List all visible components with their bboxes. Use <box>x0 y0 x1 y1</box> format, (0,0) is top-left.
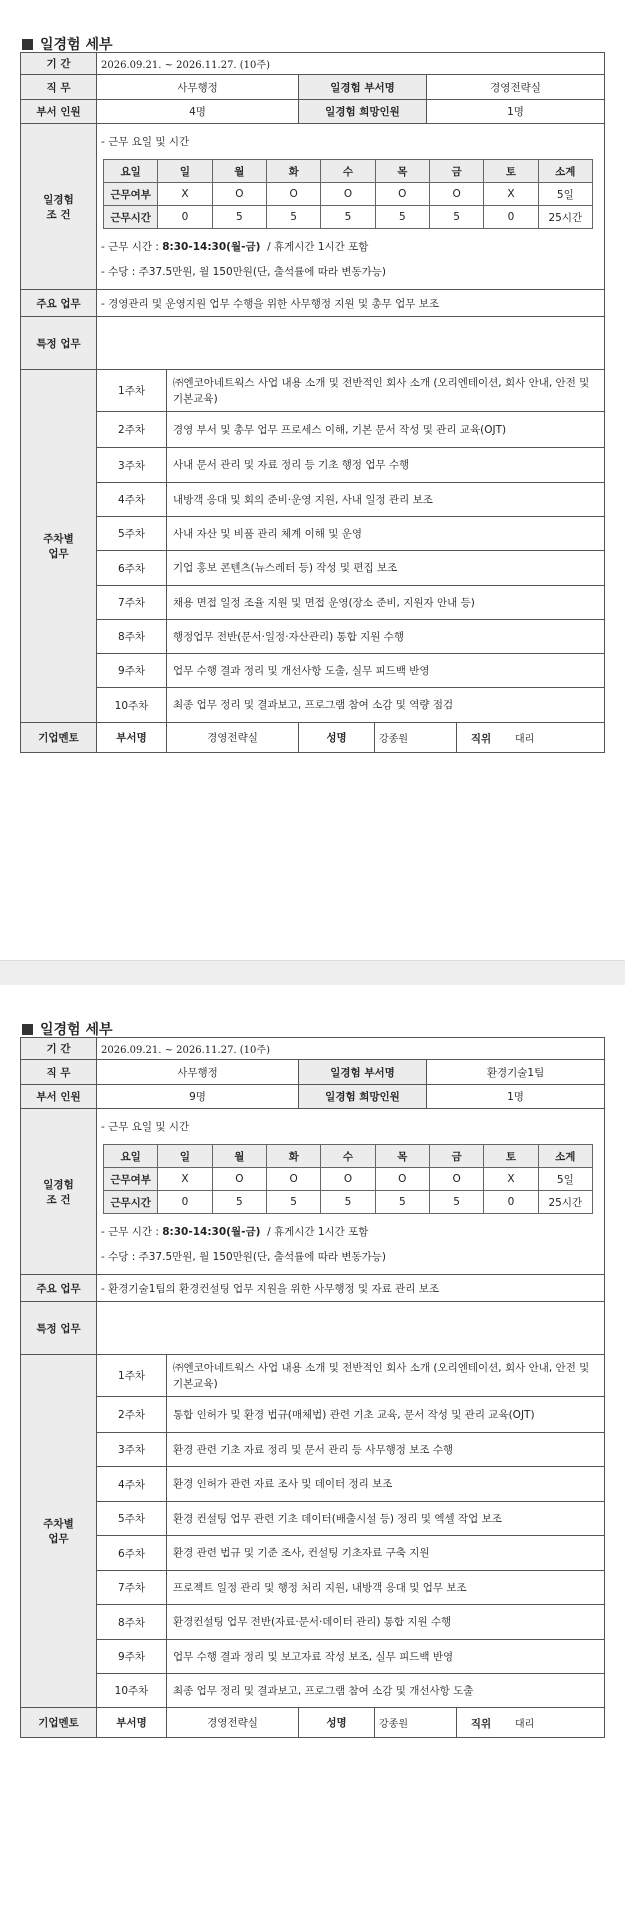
schedule-cell: 5일 <box>538 1168 592 1191</box>
job-label: 직 무 <box>21 1060 97 1085</box>
mentor-name-label: 성명 <box>299 723 375 753</box>
schedule-cell: O <box>321 183 375 206</box>
schedule-header-cell: 소계 <box>538 160 592 183</box>
week-number: 5주차 <box>97 1502 167 1536</box>
schedule-cell: O <box>429 183 483 206</box>
week-task: ㈜엔코아네트웍스 사업 내용 소개 및 전반적인 회사 소개 (오리엔테이션, 회사 안내, 안전 및 기본교육) <box>167 1355 605 1397</box>
schedule-cell: 5 <box>321 206 375 229</box>
schedule-header-row <box>104 160 593 183</box>
staff-row <box>21 1085 605 1109</box>
weekly-task-row <box>21 483 605 517</box>
schedule-cell: 5 <box>375 206 429 229</box>
schedule-row <box>104 206 593 229</box>
schedule-cell: O <box>266 183 320 206</box>
period-row <box>21 53 605 75</box>
schedule-cell: 0 <box>158 206 212 229</box>
weekly-task-row <box>21 620 605 654</box>
week-task: 채용 면접 일정 조율 지원 및 면접 운영(장소 준비, 지원자 안내 등) <box>167 586 605 620</box>
special-task-row <box>21 1302 605 1355</box>
work-time-prefix: - 근무 시간 : <box>101 1226 163 1238</box>
week-task: 통합 인허가 및 환경 법규(매체법) 관련 기초 교육, 문서 작성 및 관리 교육(OJT) <box>167 1397 605 1433</box>
weekly-task-row <box>21 1397 605 1433</box>
square-bullet-icon <box>22 1024 33 1035</box>
special-task-value <box>97 317 605 370</box>
week-task: 최종 업무 정리 및 결과보고, 프로그램 참여 소감 및 역량 점검 <box>167 688 605 723</box>
weekly-task-row <box>21 1640 605 1674</box>
week-number: 1주차 <box>97 1355 167 1397</box>
schedule-header-cell: 수 <box>321 1145 375 1168</box>
condition-row <box>21 1109 605 1275</box>
schedule-cell: 25시간 <box>538 206 592 229</box>
mentor-name-value: 강종원 <box>375 1708 457 1738</box>
main-task-row <box>21 290 605 317</box>
week-number: 1주차 <box>97 370 167 412</box>
mentor-title-label: 직위 <box>461 1716 501 1731</box>
detail-table <box>20 1037 605 1738</box>
section-title <box>22 34 113 54</box>
schedule-cell: 5 <box>429 206 483 229</box>
allowance-line: - 수당 : 주37.5만원, 월 150만원(단, 출석률에 따라 변동가능) <box>101 266 387 278</box>
schedule-cell: O <box>375 1168 429 1191</box>
condition-label <box>21 124 97 290</box>
staff-value: 4명 <box>97 100 299 124</box>
condition-label-line1: 일경험 <box>43 1178 74 1191</box>
schedule-cell: O <box>375 183 429 206</box>
main-task-label: 주요 업무 <box>21 1275 97 1302</box>
staff-value: 9명 <box>97 1085 299 1109</box>
week-number: 6주차 <box>97 551 167 586</box>
mentor-title-cell <box>457 723 605 753</box>
schedule-cell: 25시간 <box>538 1191 592 1214</box>
week-number: 5주차 <box>97 517 167 551</box>
detail-table <box>20 52 605 753</box>
schedule-header-cell: 토 <box>484 1145 538 1168</box>
schedule-cell: 5 <box>321 1191 375 1214</box>
weekly-task-row <box>21 1467 605 1502</box>
main-task-label: 주요 업무 <box>21 290 97 317</box>
condition-label <box>21 1109 97 1275</box>
week-task: 환경 관련 법규 및 기준 조사, 컨설팅 기초자료 구축 지원 <box>167 1536 605 1571</box>
schedule-header-row <box>104 1145 593 1168</box>
week-number: 4주차 <box>97 1467 167 1502</box>
special-task-row <box>21 317 605 370</box>
schedule-header-cell: 소계 <box>538 1145 592 1168</box>
work-time-hours: 8:30-14:30(월-금) <box>162 1226 261 1238</box>
week-number: 10주차 <box>97 1674 167 1708</box>
mentor-label: 기업멘토 <box>21 723 97 753</box>
week-task: ㈜엔코아네트웍스 사업 내용 소개 및 전반적인 회사 소개 (오리엔테이션, 회사 안내, 안전 및 기본교육) <box>167 370 605 412</box>
work-time-hours: 8:30-14:30(월-금) <box>162 241 261 253</box>
weekly-task-row <box>21 1355 605 1397</box>
condition-label-line2: 조 건 <box>46 208 71 221</box>
special-task-label: 특정 업무 <box>21 1302 97 1355</box>
document-page-2 <box>0 985 625 1928</box>
weekly-task-row <box>21 517 605 551</box>
weekly-label <box>21 370 97 723</box>
schedule-row-label: 근무여부 <box>104 183 158 206</box>
weekly-task-row <box>21 586 605 620</box>
job-value: 사무행정 <box>97 75 299 100</box>
square-bullet-icon <box>22 39 33 50</box>
schedule-row <box>104 1191 593 1214</box>
week-number: 7주차 <box>97 586 167 620</box>
special-task-value <box>97 1302 605 1355</box>
dept-value: 환경기술1팀 <box>427 1060 605 1085</box>
week-number: 10주차 <box>97 688 167 723</box>
weekly-label <box>21 1355 97 1708</box>
mentor-dept-label: 부서명 <box>97 1708 167 1738</box>
schedule-cell: 5 <box>212 206 266 229</box>
week-number: 9주차 <box>97 1640 167 1674</box>
work-time-prefix: - 근무 시간 : <box>101 241 163 253</box>
week-task: 경영 부서 및 총무 업무 프로세스 이해, 기본 문서 작성 및 관리 교육(OJT) <box>167 412 605 448</box>
mentor-dept-label: 부서명 <box>97 723 167 753</box>
dept-value: 경영전략실 <box>427 75 605 100</box>
schedule-cell: O <box>212 183 266 206</box>
weekly-task-row <box>21 1571 605 1605</box>
week-task: 행정업무 전반(문서·일정·자산관리) 통합 지원 수행 <box>167 620 605 654</box>
want-value: 1명 <box>427 1085 605 1109</box>
week-task: 사내 자산 및 비품 관리 체계 이해 및 운영 <box>167 517 605 551</box>
week-number: 4주차 <box>97 483 167 517</box>
job-value: 사무행정 <box>97 1060 299 1085</box>
schedule-header-cell: 금 <box>429 160 483 183</box>
week-task: 사내 문서 관리 및 자료 정리 등 기초 행정 업무 수행 <box>167 448 605 483</box>
want-label: 일경험 희망인원 <box>299 100 427 124</box>
schedule-cell: O <box>429 1168 483 1191</box>
section-title-text: 일경험 세부 <box>40 1022 113 1038</box>
week-number: 3주차 <box>97 1433 167 1467</box>
week-number: 7주차 <box>97 1571 167 1605</box>
week-number: 6주차 <box>97 1536 167 1571</box>
schedule-cell: X <box>158 183 212 206</box>
staff-label: 부서 인원 <box>21 1085 97 1109</box>
mentor-title-cell <box>457 1708 605 1738</box>
schedule-header-cell: 일 <box>158 160 212 183</box>
mentor-name-label: 성명 <box>299 1708 375 1738</box>
schedule-header-cell: 요일 <box>104 160 158 183</box>
mentor-row <box>21 723 605 753</box>
job-label: 직 무 <box>21 75 97 100</box>
main-task-row <box>21 1275 605 1302</box>
week-number: 2주차 <box>97 412 167 448</box>
mentor-dept-value: 경영전략실 <box>167 1708 299 1738</box>
want-value: 1명 <box>427 100 605 124</box>
week-task: 업무 수행 결과 정리 및 개선사항 도출, 실무 피드백 반영 <box>167 654 605 688</box>
schedule-table <box>103 1144 593 1214</box>
job-row <box>21 75 605 100</box>
weekly-label-line1: 주차별 <box>43 533 74 545</box>
schedule-table <box>103 159 593 229</box>
schedule-header-cell: 일 <box>158 1145 212 1168</box>
mentor-label: 기업멘토 <box>21 1708 97 1738</box>
schedule-cell: 0 <box>484 1191 538 1214</box>
period-label: 기 간 <box>21 1038 97 1060</box>
weekly-task-row <box>21 1536 605 1571</box>
schedule-cell: 5 <box>212 1191 266 1214</box>
document-page-1 <box>0 0 625 960</box>
schedule-header-cell: 목 <box>375 160 429 183</box>
weekly-task-row <box>21 1605 605 1640</box>
period-row <box>21 1038 605 1060</box>
schedule-header-cell: 토 <box>484 160 538 183</box>
week-task: 환경컨설팅 업무 전반(자료·문서·데이터 관리) 통합 지원 수행 <box>167 1605 605 1640</box>
main-task-value: - 환경기술1팀의 환경컨설팅 업무 지원을 위한 사무행정 및 자료 관리 보조 <box>97 1275 605 1302</box>
week-task: 기업 홍보 콘텐츠(뉴스레터 등) 작성 및 편집 보조 <box>167 551 605 586</box>
job-row <box>21 1060 605 1085</box>
period-value: 2026.09.21. ~ 2026.11.27. (10주) <box>97 1038 605 1060</box>
week-task: 환경 인허가 관련 자료 조사 및 데이터 정리 보조 <box>167 1467 605 1502</box>
schedule-cell: 5일 <box>538 183 592 206</box>
schedule-header-cell: 월 <box>212 1145 266 1168</box>
mentor-dept-value: 경영전략실 <box>167 723 299 753</box>
weekly-task-row <box>21 551 605 586</box>
allowance-line: - 수당 : 주37.5만원, 월 150만원(단, 출석률에 따라 변동가능) <box>101 1251 387 1263</box>
schedule-cell: 0 <box>158 1191 212 1214</box>
condition-heading: - 근무 요일 및 시간 <box>101 136 190 148</box>
condition-label-line2: 조 건 <box>46 1193 71 1206</box>
week-number: 8주차 <box>97 1605 167 1640</box>
schedule-header-cell: 수 <box>321 160 375 183</box>
staff-row <box>21 100 605 124</box>
condition-content <box>97 124 605 290</box>
schedule-cell: O <box>212 1168 266 1191</box>
mentor-name-value: 강종원 <box>375 723 457 753</box>
week-task: 프로젝트 일정 관리 및 행정 처리 지원, 내방객 응대 및 업무 보조 <box>167 1571 605 1605</box>
weekly-task-row <box>21 654 605 688</box>
section-title-text: 일경험 세부 <box>40 37 113 53</box>
schedule-cell: X <box>484 1168 538 1191</box>
schedule-cell: X <box>158 1168 212 1191</box>
mentor-title-value: 대리 <box>515 733 535 745</box>
weekly-task-row <box>21 412 605 448</box>
schedule-cell: 5 <box>266 206 320 229</box>
weekly-task-row <box>21 370 605 412</box>
weekly-label-line2: 업무 <box>48 1533 69 1545</box>
mentor-row <box>21 1708 605 1738</box>
week-task: 업무 수행 결과 정리 및 보고자료 작성 보조, 실무 피드백 반영 <box>167 1640 605 1674</box>
section-title <box>22 1019 113 1039</box>
condition-label-line1: 일경험 <box>43 193 74 206</box>
week-task: 최종 업무 정리 및 결과보고, 프로그램 참여 소감 및 개선사항 도출 <box>167 1674 605 1708</box>
mentor-title-label: 직위 <box>461 731 501 746</box>
dept-label: 일경험 부서명 <box>299 1060 427 1085</box>
staff-label: 부서 인원 <box>21 100 97 124</box>
week-task: 환경 관련 기초 자료 정리 및 문서 관리 등 사무행정 보조 수행 <box>167 1433 605 1467</box>
schedule-row-label: 근무여부 <box>104 1168 158 1191</box>
week-task: 환경 컨설팅 업무 관련 기초 데이터(배출시설 등) 정리 및 엑셀 작업 보조 <box>167 1502 605 1536</box>
week-number: 9주차 <box>97 654 167 688</box>
work-time-suffix: / 휴게시간 1시간 포함 <box>260 241 369 253</box>
schedule-header-cell: 목 <box>375 1145 429 1168</box>
schedule-row-label: 근무시간 <box>104 206 158 229</box>
dept-label: 일경험 부서명 <box>299 75 427 100</box>
main-task-value: - 경영관리 및 운영지원 업무 수행을 위한 사무행정 지원 및 총무 업무 보조 <box>97 290 605 317</box>
weekly-label-line2: 업무 <box>48 548 69 560</box>
schedule-header-cell: 화 <box>266 1145 320 1168</box>
schedule-row-label: 근무시간 <box>104 1191 158 1214</box>
schedule-cell: 0 <box>484 206 538 229</box>
schedule-cell: O <box>321 1168 375 1191</box>
mentor-title-value: 대리 <box>515 1718 535 1730</box>
schedule-header-cell: 금 <box>429 1145 483 1168</box>
week-task: 내방객 응대 및 회의 준비·운영 지원, 사내 일정 관리 보조 <box>167 483 605 517</box>
weekly-task-row <box>21 448 605 483</box>
week-number: 2주차 <box>97 1397 167 1433</box>
work-time-line <box>101 1224 600 1239</box>
page-separator <box>0 960 625 987</box>
weekly-task-row <box>21 1674 605 1708</box>
schedule-header-cell: 화 <box>266 160 320 183</box>
weekly-task-row <box>21 688 605 723</box>
work-time-line <box>101 239 600 254</box>
special-task-label: 특정 업무 <box>21 317 97 370</box>
schedule-cell: 5 <box>429 1191 483 1214</box>
condition-heading: - 근무 요일 및 시간 <box>101 1121 190 1133</box>
schedule-cell: 5 <box>266 1191 320 1214</box>
weekly-label-line1: 주차별 <box>43 1518 74 1530</box>
weekly-task-row <box>21 1502 605 1536</box>
period-label: 기 간 <box>21 53 97 75</box>
schedule-row <box>104 183 593 206</box>
schedule-header-cell: 요일 <box>104 1145 158 1168</box>
schedule-cell: O <box>266 1168 320 1191</box>
want-label: 일경험 희망인원 <box>299 1085 427 1109</box>
schedule-cell: 5 <box>375 1191 429 1214</box>
week-number: 3주차 <box>97 448 167 483</box>
schedule-cell: X <box>484 183 538 206</box>
schedule-header-cell: 월 <box>212 160 266 183</box>
week-number: 8주차 <box>97 620 167 654</box>
condition-row <box>21 124 605 290</box>
schedule-row <box>104 1168 593 1191</box>
condition-content <box>97 1109 605 1275</box>
weekly-task-row <box>21 1433 605 1467</box>
period-value: 2026.09.21. ~ 2026.11.27. (10주) <box>97 53 605 75</box>
work-time-suffix: / 휴게시간 1시간 포함 <box>260 1226 369 1238</box>
